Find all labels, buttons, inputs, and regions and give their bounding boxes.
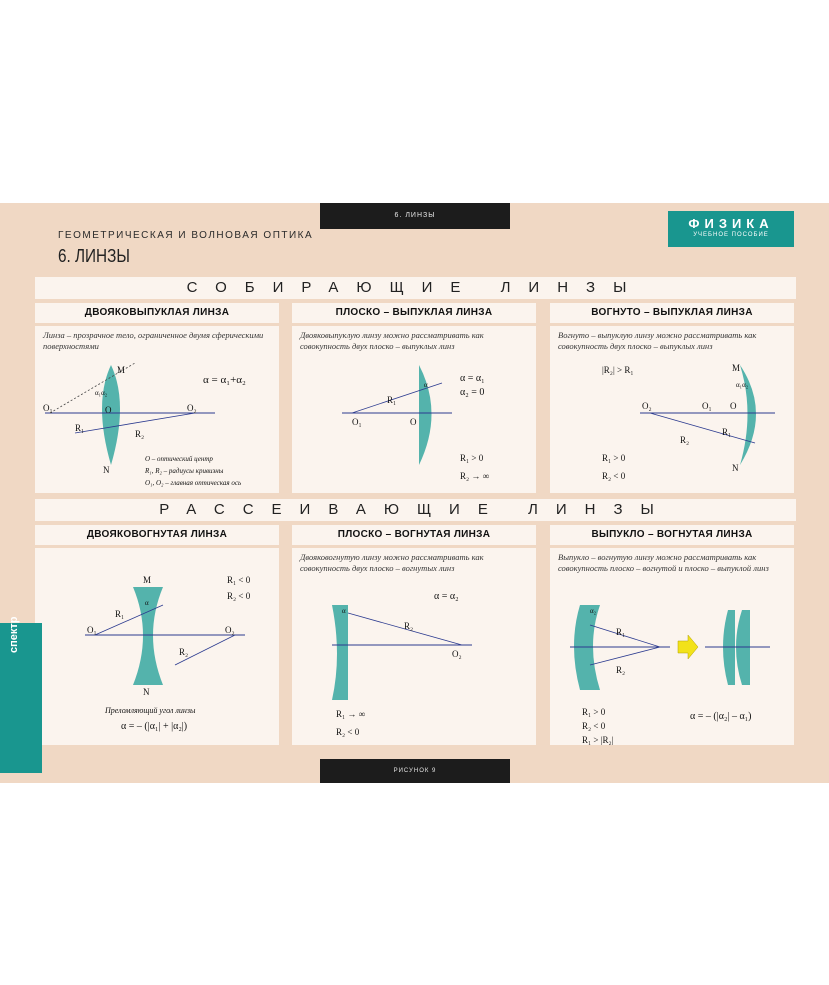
lens-diagram [550, 525, 794, 745]
lens-diagram [550, 303, 794, 493]
brand-subtitle: УЧЕБНОЕ ПОСОБИЕ [693, 232, 769, 238]
label-o2: O₂ [187, 403, 197, 413]
label-o1: O₁ [352, 417, 362, 427]
poster [0, 203, 829, 783]
panel-biconcave [35, 525, 279, 745]
label-o: O [105, 405, 112, 415]
legend-1: O – оптический центр [145, 455, 213, 463]
cond-1: R₁ > 0 [582, 707, 606, 717]
lens-shape [740, 365, 756, 465]
page-title: 6. ЛИНЗЫ [58, 246, 130, 266]
label-o2: O₂ [225, 625, 235, 635]
formula: α = – (|α₂| – α₁) [690, 711, 752, 722]
brand-badge [668, 211, 794, 247]
lens-shape [419, 365, 432, 465]
label-o1: O₁ [43, 403, 53, 413]
panel-heading: ВОГНУТО – ВЫПУКЛАЯ ЛИНЗА [550, 303, 794, 326]
label-alpha: α₁α₂ [736, 381, 749, 389]
label-m: M [117, 365, 126, 375]
panel-biconvex [35, 303, 279, 493]
panel-plano-concave [292, 525, 536, 745]
label-m: M [732, 363, 741, 373]
section-diverging: РАССЕИВАЮЩИЕ ЛИНЗЫ [35, 499, 796, 521]
panel-description: Двояковогнутую линзу можно рассматривать как совокупность двух плоско – вогнутых линз [300, 552, 484, 573]
cond-2: R₂ < 0 [336, 727, 360, 737]
label-r2: R₂ [404, 621, 414, 631]
label-m: M [143, 575, 152, 585]
label-o2: O₂ [452, 649, 462, 659]
label-alpha: α [424, 381, 428, 389]
cond-2: R₂ < 0 [582, 721, 606, 731]
lens-diagram [35, 525, 279, 745]
panel-concave-convex [550, 303, 794, 493]
side-tab [0, 616, 42, 773]
label-o1: O₁ [87, 625, 97, 635]
panel-convex-concave [550, 525, 794, 745]
formula: α = α₂ [434, 591, 459, 602]
panel-description: Выпукло – вогнутую линзу можно рассматривать как совокупность плоско – вогнутой и плоско – выпуклой линз [558, 552, 769, 573]
cond-3: R₁ > |R₂| [582, 735, 614, 745]
cond-1: R₁ > 0 [602, 453, 626, 463]
label-alpha: α [145, 599, 149, 607]
label-r2: R₂ [616, 665, 626, 675]
label-alpha: α₂ [590, 607, 597, 615]
note: Преломляющий угол линзы [105, 706, 196, 715]
label-alpha: α₁α₂ [95, 389, 108, 397]
panel-plano-convex [292, 303, 536, 493]
panel-description: Двояковыпуклую линзу можно рассматривать как совокупность двух плоско – выпуклых линз [300, 330, 484, 351]
brand-title: ФИЗИКА [688, 216, 774, 231]
label-o: O [730, 401, 737, 411]
lens-diagram [35, 303, 279, 493]
panel-heading: ПЛОСКО – ВЫПУКЛАЯ ЛИНЗА [292, 303, 536, 326]
lens-shape [102, 365, 120, 465]
legend-3: O₁, O₂ – главная оптическая ось [145, 479, 242, 487]
cond-2: R₂ < 0 [602, 471, 626, 481]
label-r1: R₁ [616, 627, 626, 637]
cond-2: R₂ → ∞ [460, 471, 490, 481]
panel-description: Линза – прозрачное тело, ограниченное двумя сферическими поверхностями [43, 330, 264, 351]
arrow-icon [678, 635, 698, 659]
label-alpha: α [342, 607, 346, 615]
formula-2: α₂ = 0 [460, 387, 485, 398]
side-logo: спектр [8, 616, 20, 653]
ray-line [590, 647, 660, 665]
panel-description: Вогнуто – выпуклую линзу можно рассматривать как совокупность двух плоско – выпуклых линз [558, 330, 757, 351]
formula: α = – (|α₁| + |α₂|) [121, 721, 188, 732]
lens-diagram [292, 525, 536, 745]
label-r1: R₁ [75, 423, 85, 433]
label-o2: O₂ [642, 401, 652, 411]
panel-heading: ДВОЯКОВЫПУКЛАЯ ЛИНЗА [35, 303, 279, 326]
bottom-bar: РИСУНОК 9 [320, 759, 510, 783]
label-r2: R₂ [135, 429, 145, 439]
panel-heading: ВЫПУКЛО – ВОГНУТАЯ ЛИНЗА [550, 525, 794, 548]
cond-top: |R₂| > R₁ [602, 365, 634, 375]
lens-diagram [292, 303, 536, 493]
lens-shape [332, 605, 348, 700]
legend-2: R₁, R₂ – радиусы кривизны [145, 467, 224, 475]
ray-line [650, 413, 755, 443]
label-r2: R₂ [179, 647, 189, 657]
formula-1: α = α₁ [460, 373, 485, 384]
label-n: N [732, 463, 739, 473]
section-converging: СОБИРАЮЩИЕ ЛИНЗЫ [35, 277, 796, 299]
label-o: O [410, 417, 417, 427]
panel-heading: ДВОЯКОВОГНУТАЯ ЛИНЗА [35, 525, 279, 548]
label-n: N [143, 687, 150, 697]
label-r2: R₂ [680, 435, 690, 445]
label-r1: R₁ [387, 395, 397, 405]
cond-1: R₁ → ∞ [336, 709, 366, 719]
subject-line: ГЕОМЕТРИЧЕСКАЯ И ВОЛНОВАЯ ОПТИКА [58, 230, 314, 241]
label-o1: O₁ [702, 401, 712, 411]
top-bar: 6. ЛИНЗЫ [320, 203, 510, 229]
panel-heading: ПЛОСКО – ВОГНУТАЯ ЛИНЗА [292, 525, 536, 548]
label-r1: R₁ [115, 609, 125, 619]
label-r1: R₁ [722, 427, 732, 437]
label-n: N [103, 465, 110, 475]
cond-1: R₁ > 0 [460, 453, 484, 463]
cond-1: R₁ < 0 [227, 575, 251, 585]
formula: α = α₁+α₂ [203, 374, 246, 386]
cond-2: R₂ < 0 [227, 591, 251, 601]
